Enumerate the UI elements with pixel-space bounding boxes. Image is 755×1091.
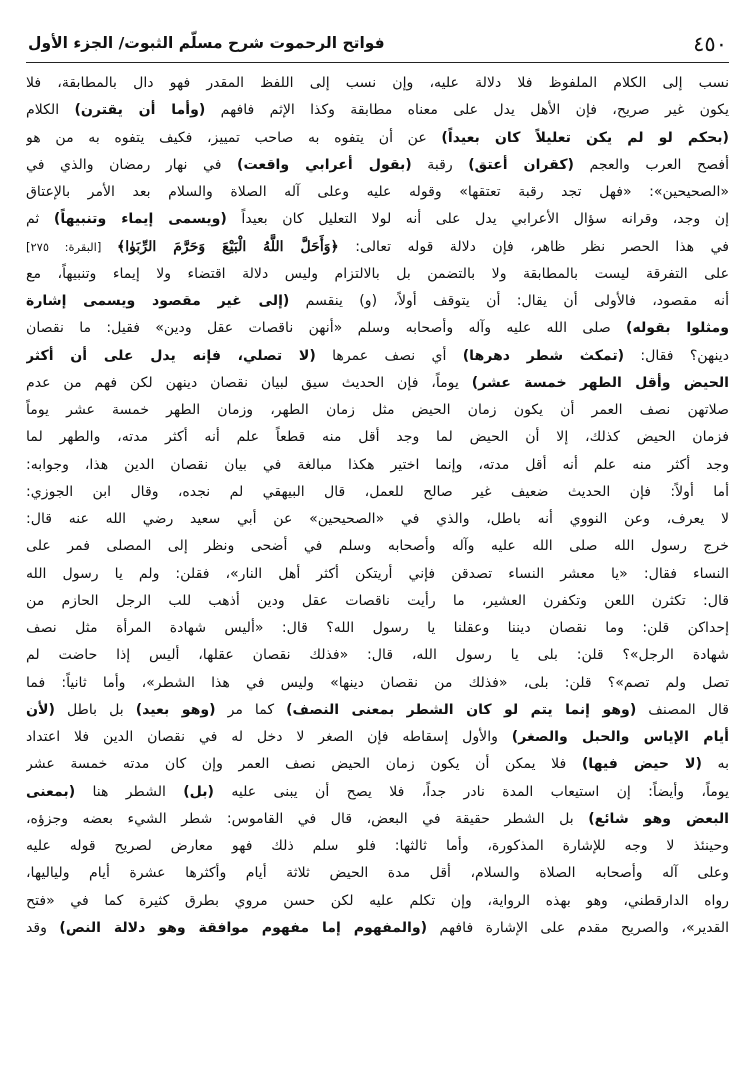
matn-text: (لا حيض فيها) bbox=[581, 756, 702, 773]
sharh-text: قال: تكثرن اللعن وتكفرن العشير، ما رأيت ناقصات عقل ودين أذهب للب الرجل الحازم من bbox=[26, 592, 729, 609]
header-rule bbox=[26, 62, 729, 63]
sharh-text: يوماً، فإن الحديث سيق لبيان نقصان دينهن لكن فهم من عدم bbox=[26, 374, 472, 391]
quran-quote: ﴿وَأَحَلَّ اللَّهُ الْبَيْعَ وَحَرَّمَ الرِّبَوٰا﴾ bbox=[116, 238, 339, 255]
sharh-text: لا يعرف، وعن النووي أنه باطل، والذي في «الصحيحين» عن أبي سعيد رضي الله عنه قال: bbox=[26, 511, 729, 527]
running-title: فواتح الرحموت شرح مسلّم الثبوت/ الجزء الأول bbox=[28, 34, 385, 52]
sharh-text: دينهن؟ فقال: bbox=[624, 347, 729, 364]
sharh-text: ثم bbox=[26, 211, 54, 228]
sharh-text: في هذا الحصر نظر ظاهر، فإن دلالة قوله تعالى: bbox=[338, 238, 729, 255]
sharh-text: أفصح العرب والعجم bbox=[573, 156, 729, 173]
matn-text: (تمكث شطر دهرها) bbox=[462, 347, 625, 364]
sharh-text: نسب إلى الكلام الملفوظ فلا دلالة عليه، وإن نسب إلى اللفظ المقدر فهو دال بالمطابقة، فلا bbox=[26, 75, 729, 91]
page-number: ٤٥٠ bbox=[693, 32, 727, 56]
sharh-text: أنه مقصود، فالأولى أن يقال: أن يتوقف أولاً، (و) ينقسم bbox=[289, 293, 729, 309]
matn-text: (بحكم لو لم يكن تعليلاً كان بعيداً) bbox=[441, 129, 729, 146]
sharh-text: وقد bbox=[26, 919, 60, 936]
sharh-text: خرج رسول الله صلى الله عليه وآله وأصحابه وسلم في أضحى ونظر إلى المصلى فمر على bbox=[26, 538, 729, 555]
text-line bbox=[26, 343, 729, 370]
text-line bbox=[26, 424, 729, 451]
text-line bbox=[26, 615, 729, 642]
text-line bbox=[26, 642, 729, 669]
matn-text: (لا تصلي، فإنه يدل على أن أكثر bbox=[26, 347, 316, 364]
matn-text: (والمفهوم إما مفهوم موافقة وهو دلالة النص) bbox=[59, 919, 428, 936]
sharh-text: عن أن يتفوه به صاحب تمييز، فكيف يتفوه به من هو bbox=[26, 129, 442, 146]
text-line bbox=[26, 588, 729, 615]
sharh-text: النساء فقال: «يا معشر النساء تصدقن فإني أريتكن أكثر أهل النار»، فقلن: ولم يا رسول الله bbox=[26, 565, 729, 582]
matn-text: (بقول أعرابي واقعت) bbox=[237, 156, 412, 173]
sharh-text: أي نصف عمرها bbox=[315, 347, 463, 364]
sharh-text: وعلى آله وأصحابه الصلاة والسلام، أقل مدة الحيض ثلاثة أيام وأكثرها عشرة أيام ولياليها، bbox=[26, 865, 729, 882]
text-line bbox=[26, 479, 729, 506]
body-text bbox=[26, 70, 729, 942]
text-line bbox=[26, 315, 729, 342]
text-line bbox=[26, 833, 729, 860]
matn-text: أيام الإياس والحبل والصغر) bbox=[511, 729, 729, 745]
text-line bbox=[26, 234, 729, 261]
sharh-text: بل الشطر حقيقة في البعض، قال في القاموس: شطر الشيء بعضه وجزؤه، bbox=[26, 810, 589, 827]
citation: [البقرة: ٢٧٥] bbox=[26, 239, 117, 254]
sharh-text: على التفرقة ليست بالمطابقة ولا بالتضمن بل بالالتزام وليس دلالة اقتضاء ولا إيماء وتنبيهاً، مع bbox=[26, 265, 729, 282]
page-header bbox=[0, 32, 755, 60]
text-line bbox=[26, 670, 729, 697]
sharh-text: والأول إسقاطه فإن الصغر لا دخل له في نقصان الدين فلا اعتداد bbox=[26, 729, 512, 745]
text-line bbox=[26, 561, 729, 588]
sharh-text: صلاتهن نصف العمر أن يكون زمان الحيض مثل زمان الطهر، وزمان الطهر خمسة عشر يوماً bbox=[26, 402, 729, 418]
text-line bbox=[26, 397, 729, 424]
text-line bbox=[26, 506, 729, 533]
text-line bbox=[26, 70, 729, 97]
sharh-text: رواه الدارقطني، وهو بهذه الرواية، وإن تكلم عليه لكن حسن مروي بطرق كثيرة كما في «فتح bbox=[26, 892, 729, 909]
sharh-text: القدير»، والصريح مقدم على الإشارة فافهم bbox=[427, 919, 729, 936]
matn-text: ومثلوا بقوله) bbox=[626, 320, 729, 337]
text-line bbox=[26, 860, 729, 887]
sharh-text: به bbox=[701, 756, 729, 773]
sharh-text: إحداكن قلن: وما نقصان ديننا وعقلنا يا رسول الله؟ قال: «أليس شهادة المرأة مثل نصف bbox=[26, 620, 729, 636]
matn-text: (وأما أن يقترن) bbox=[74, 102, 206, 119]
sharh-text: الكلام bbox=[26, 102, 75, 119]
sharh-text: قال المصنف bbox=[636, 701, 729, 718]
matn-text: (بمعنى bbox=[26, 783, 76, 800]
text-line bbox=[26, 751, 729, 778]
sharh-text: فلا يمكن أن يكون زمان الحيض نصف العمر وإن كان مدته خمسة عشر bbox=[26, 756, 582, 773]
matn-text: الحيض وأقل الطهر خمسة عشر) bbox=[471, 374, 729, 391]
sharh-text: فزمان الحيض كذلك، إلا أن الحيض لما وجد أقل منه قطعاً علم أنه أكثر مدته، والطهر لما bbox=[26, 429, 729, 446]
sharh-text: شهادة الرجل»؟ قلن: بلى يا رسول الله، قال: «فذلك نقصان عقلها، أليس إذا حاضت لم bbox=[26, 647, 729, 664]
matn-text: (إلى غير مقصود ويسمى إشارة bbox=[26, 293, 290, 309]
sharh-text: يكون غير صريح، فإن الأهل يدل على معناه مطابقة وكذا الإثم فافهم bbox=[205, 102, 729, 119]
sharh-text: يوماً، وأيضاً: إن استيعاب المدة نادر جداً، فلا يصح أن يبنى عليه bbox=[214, 783, 729, 800]
text-line bbox=[26, 697, 729, 724]
text-line bbox=[26, 152, 729, 179]
matn-text: (وهو بعيد) bbox=[135, 701, 216, 718]
text-line bbox=[26, 370, 729, 397]
text-line bbox=[26, 915, 729, 942]
sharh-text: أما أولاً: فإن الحديث ضعيف غير صالح للعمل، قال البيهقي لم نجده، وقال ابن الجوزي: bbox=[26, 483, 729, 500]
text-line bbox=[26, 888, 729, 915]
sharh-text: «الصحيحين»: «فهل تجد رقبة تعتقها» وقوله عليه وعلى آله الصلاة والسلام بعد الأمر بالإعتاق bbox=[26, 184, 729, 200]
matn-text: (وهو إنما يتم لو كان الشطر بمعنى النصف) bbox=[286, 701, 637, 718]
sharh-text: كما مر bbox=[215, 701, 287, 718]
text-line bbox=[26, 97, 729, 124]
sharh-text: في نهار رمضان والذي في bbox=[26, 156, 238, 173]
matn-text: البعض وهو شائع) bbox=[588, 810, 729, 827]
text-line bbox=[26, 206, 729, 233]
sharh-text: بل باطل bbox=[54, 701, 136, 718]
matn-text: (بل) bbox=[183, 783, 214, 800]
sharh-text: رقبة bbox=[411, 156, 469, 173]
text-line bbox=[26, 724, 729, 751]
text-line bbox=[26, 533, 729, 560]
text-line bbox=[26, 261, 729, 288]
text-line bbox=[26, 179, 729, 206]
text-line bbox=[26, 288, 729, 315]
text-line bbox=[26, 779, 729, 806]
sharh-text: إن وجد، وقرانه سؤال الأعرابي يدل على أنه لولا التعليل كان بعيداً bbox=[226, 211, 729, 228]
sharh-text: وحينئذ لا وجه للإشارة المذكورة، وأما ثالثها: فلو سلم ذلك فهو معارض لصريح قوله عليه bbox=[26, 838, 729, 854]
matn-text: (كقران أعتق) bbox=[468, 156, 574, 173]
matn-text: (لأن bbox=[26, 701, 55, 718]
sharh-text: الشطر هنا bbox=[75, 783, 184, 800]
text-line bbox=[26, 806, 729, 833]
sharh-text: وجد أكثر منه علم أنه أقل مدته، وإنما اختير هكذا مبالغة في بيان نقصان الدين هذا، وجوابه: bbox=[26, 456, 729, 473]
text-line bbox=[26, 452, 729, 479]
sharh-text: تصل ولم تصم»؟ قلن: بلى، «فذلك من نقصان دينها» وليس في هذا الشطر»، وأما ثانياً: فما bbox=[26, 674, 729, 691]
text-line bbox=[26, 125, 729, 152]
sharh-text: صلى الله عليه وآله وأصحابه وسلم «أنهن ناقصات عقل ودين» فقيل: ما نقصان bbox=[26, 320, 627, 337]
matn-text: (ويسمى إيماء وتنبيهاً) bbox=[53, 211, 227, 228]
